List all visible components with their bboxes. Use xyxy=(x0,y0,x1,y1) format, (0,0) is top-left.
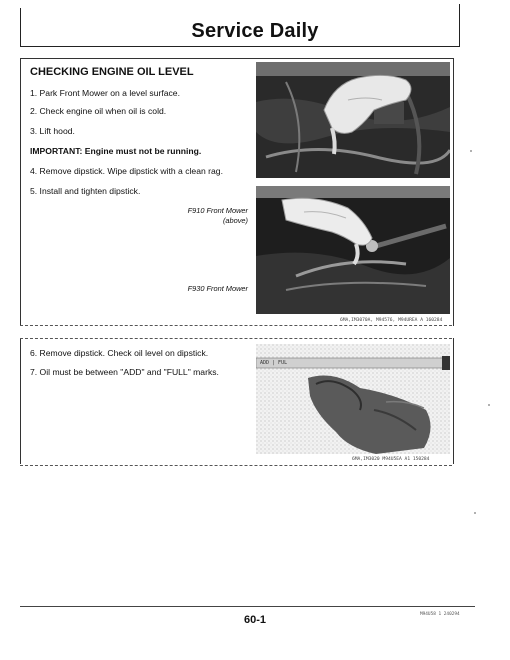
page-title: Service Daily xyxy=(191,20,319,42)
step-2: 2. Check engine oil when oil is cold. xyxy=(30,106,167,116)
step-4: 4. Remove dipstick. Wipe dipstick with a clean rag. xyxy=(30,166,223,176)
important-note: IMPORTANT: Engine must not be running. xyxy=(30,146,202,156)
page-number: 60-1 xyxy=(243,614,267,626)
section-heading: CHECKING ENGINE OIL LEVEL xyxy=(30,66,194,78)
footer-rule xyxy=(20,606,475,607)
step-1: 1. Park Front Mower on a level surface. xyxy=(30,88,180,98)
section2-top-rule xyxy=(20,338,452,339)
photo-f910-engine xyxy=(256,62,450,178)
step-6: 6. Remove dipstick. Check oil level on dipstick. xyxy=(30,348,209,358)
scan-speck xyxy=(474,512,476,514)
photo-ref-1: 6MA,IM3070A, M94576, M94UREA A 160284 xyxy=(340,318,443,323)
header-rule-bottom xyxy=(20,46,460,47)
caption-f930: F930 Front Mower xyxy=(187,284,248,293)
step-3: 3. Lift hood. xyxy=(30,126,75,136)
scan-speck xyxy=(488,404,490,406)
caption-f910: F910 Front Mower xyxy=(187,206,248,215)
step-5: 5. Install and tighten dipstick. xyxy=(30,186,141,196)
section2-bottom-rule xyxy=(20,465,452,466)
caption-above: (above) xyxy=(222,216,248,225)
photo-ref-2: 6MA,IM3020 M94U5EA A1 150284 xyxy=(352,457,430,462)
section-divider xyxy=(20,325,452,326)
footer-code: M94U58 1 240294 xyxy=(420,612,460,617)
step-7: 7. Oil must be between "ADD" and "FULL" marks. xyxy=(30,367,219,377)
scan-speck xyxy=(470,150,472,152)
dipstick-mark-label: ADD | FUL xyxy=(260,360,288,366)
photo-f930-engine xyxy=(256,186,450,314)
